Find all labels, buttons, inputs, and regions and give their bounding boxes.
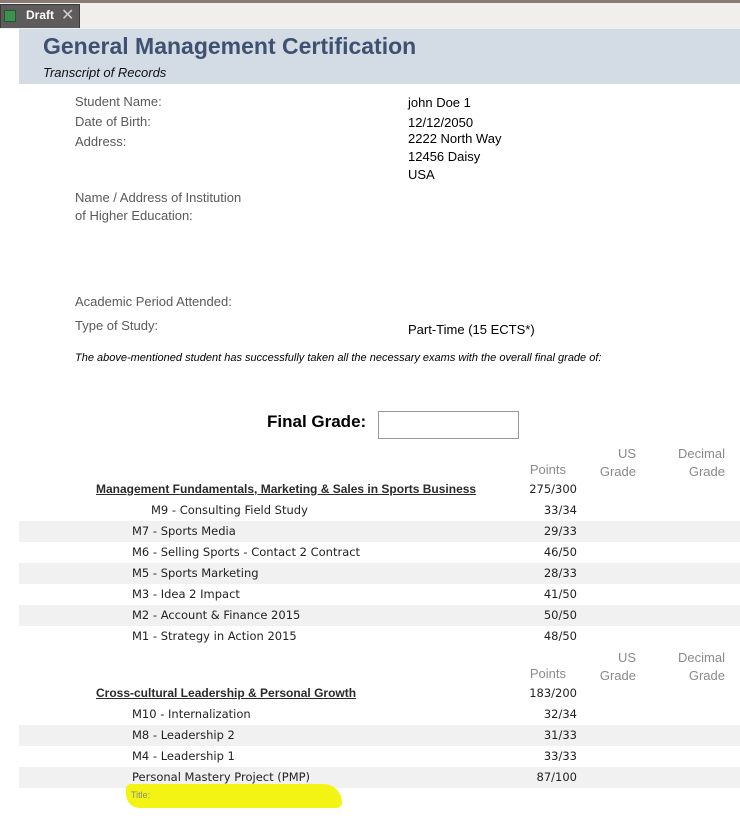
section-points: 183/200	[529, 686, 577, 700]
module-points: 48/50	[543, 629, 577, 643]
module-name: M5 - Sports Marketing	[132, 566, 259, 580]
final-grade-label: Final Grade:	[267, 412, 367, 431]
form-icon	[4, 10, 16, 22]
address-label: Address:	[75, 134, 127, 149]
module-points: 33/34	[543, 503, 577, 517]
student-name-label: Student Name:	[75, 94, 162, 109]
tab-label: Draft	[26, 8, 55, 22]
institution-label-line-2: of Higher Education:	[75, 208, 193, 223]
module-name: M9 - Consulting Field Study	[151, 503, 308, 517]
us-grade-header-line-2: Grade	[599, 668, 636, 683]
decimal-grade-header-line-2: Grade	[688, 668, 725, 683]
module-points: 50/50	[543, 608, 577, 622]
module-name: M1 - Strategy in Action 2015	[132, 629, 297, 643]
table-row	[19, 725, 740, 746]
address-line-1: 2222 North Way	[408, 131, 502, 146]
address-line-3: USA	[408, 167, 435, 182]
report-title: General Management Certification	[43, 33, 417, 59]
module-points: 29/33	[543, 524, 577, 538]
points-column-header: Points	[529, 666, 566, 681]
module-name: Personal Mastery Project (PMP)	[132, 770, 311, 784]
final-grade-field[interactable]	[378, 411, 519, 439]
table-row	[19, 521, 740, 542]
address-line-2: 12456 Daisy	[408, 149, 481, 164]
module-name: M8 - Leadership 2	[132, 728, 235, 742]
type-of-study-value: Part-Time (15 ECTS*)	[408, 322, 535, 337]
module-points: 33/33	[543, 749, 577, 763]
table-row	[19, 746, 740, 767]
close-icon[interactable]: ✕	[61, 5, 75, 24]
us-grade-header-line-1: US	[617, 446, 636, 461]
module-points: 87/100	[536, 770, 577, 784]
module-points: 46/50	[543, 545, 577, 559]
table-row	[19, 500, 740, 521]
section-title: Management Fundamentals, Marketing & Sales in Sports Business	[96, 482, 477, 496]
module-points: 31/33	[543, 728, 577, 742]
us-grade-header-line-2: Grade	[599, 464, 636, 479]
module-name: M3 - Idea 2 Impact	[132, 587, 240, 601]
table-row	[19, 542, 740, 563]
table-row	[19, 563, 740, 584]
module-name: M6 - Selling Sports - Contact 2 Contract	[132, 545, 361, 559]
institution-label-line-1: Name / Address of Institution	[75, 190, 242, 205]
dob-label: Date of Birth:	[75, 114, 151, 129]
type-of-study-label: Type of Study:	[75, 318, 159, 333]
document-tab-strip	[0, 0, 740, 29]
completion-statement: The above-mentioned student has successfully taken all the necessary exams with the overall final grade of:	[75, 352, 602, 364]
report-subtitle: Transcript of Records	[43, 65, 167, 80]
decimal-grade-header-line-1: Decimal	[678, 446, 725, 461]
academic-period-label: Academic Period Attended:	[75, 294, 232, 309]
module-points: 41/50	[543, 587, 577, 601]
student-name-value: john Doe 1	[408, 95, 471, 110]
module-points: 28/33	[543, 566, 577, 580]
table-row	[19, 626, 740, 647]
us-grade-header-line-1: US	[617, 650, 636, 665]
tab-draft[interactable]	[0, 4, 80, 28]
dob-value: 12/12/2050	[408, 115, 474, 130]
module-points: 32/34	[543, 707, 577, 721]
module-name: M10 - Internalization	[132, 707, 251, 721]
decimal-grade-header-line-2: Grade	[688, 464, 725, 479]
module-name: M7 - Sports Media	[132, 524, 236, 538]
yellow-highlight-mark	[126, 784, 342, 808]
module-name: M4 - Leadership 1	[132, 749, 235, 763]
table-row	[19, 584, 740, 605]
table-row	[19, 605, 740, 626]
module-name: M2 - Account & Finance 2015	[132, 608, 301, 622]
title-field-label: Title:	[131, 790, 151, 800]
table-row	[19, 704, 740, 725]
decimal-grade-header-line-1: Decimal	[678, 650, 725, 665]
section-title: Cross-cultural Leadership & Personal Growth	[96, 686, 357, 700]
section-points: 275/300	[529, 482, 577, 496]
points-column-header: Points	[529, 462, 566, 477]
